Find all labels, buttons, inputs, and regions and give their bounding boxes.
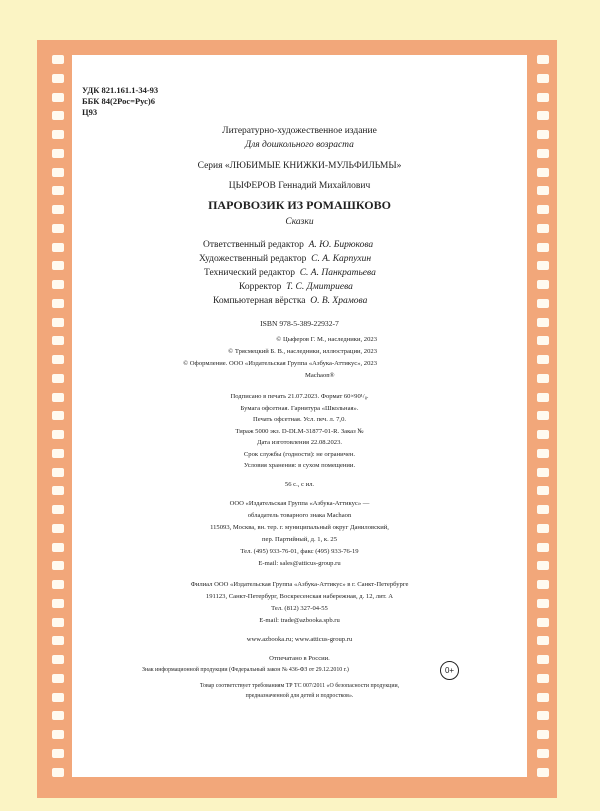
film-hole — [537, 336, 549, 345]
print-info-line: Бумага офсетная. Гарнитура «Школьная». — [240, 405, 359, 412]
printed-in: Отпечатано в России. — [269, 655, 330, 662]
machaon-mark: Machaon® — [305, 372, 335, 379]
film-hole — [537, 355, 549, 364]
film-hole — [52, 186, 64, 195]
film-hole — [537, 449, 549, 458]
film-hole — [52, 655, 64, 664]
film-hole — [52, 336, 64, 345]
publisher-line: 115093, Москва, вн. тер. г. муниципальный округ Даниловский, — [210, 524, 389, 531]
film-hole — [52, 449, 64, 458]
film-hole — [52, 768, 64, 777]
film-hole — [52, 93, 64, 102]
udk-code: УДК 821.161.1-34-93 — [82, 85, 159, 95]
credit-name: Т. С. Дмитриева — [286, 282, 353, 292]
imprint-sheet — [72, 55, 527, 777]
film-hole — [52, 149, 64, 158]
author-mark: Ц93 — [82, 107, 98, 117]
series-line — [72, 161, 527, 171]
film-hole — [52, 280, 64, 289]
film-hole — [52, 355, 64, 364]
film-hole — [52, 430, 64, 439]
credit-name: А. Ю. Бирюкова — [308, 240, 374, 250]
credit-role: Корректор — [239, 282, 282, 292]
credit-line — [204, 268, 376, 278]
film-hole — [52, 636, 64, 645]
copyright-line: © Оформление. ООО «Издательская Группа «Азбука-Аттикус», 2023 — [183, 360, 377, 367]
credit-line — [213, 296, 367, 306]
film-hole — [52, 524, 64, 533]
branch-line: Филиал ООО «Издательская Группа «Азбука-Аттикус» в г. Санкт-Петербурге — [190, 581, 409, 588]
credit-line — [199, 254, 371, 264]
print-info-line: Подписано в печать 21.07.2023. Формат 60×90¹/₈. — [230, 393, 369, 400]
author: ЦЫФЕРОВ Геннадий Михайлович — [228, 181, 371, 191]
film-hole — [537, 430, 549, 439]
film-perforation-left — [52, 55, 64, 777]
film-hole — [537, 130, 549, 139]
film-hole — [537, 299, 549, 308]
film-hole — [537, 393, 549, 402]
film-hole — [537, 524, 549, 533]
bbk-code: ББК 84(2Рос=Рус)6 — [82, 96, 155, 106]
credit-line — [239, 282, 353, 292]
film-hole — [52, 411, 64, 420]
film-hole — [52, 299, 64, 308]
film-hole — [52, 543, 64, 552]
film-hole — [52, 111, 64, 120]
credit-line — [203, 240, 373, 250]
print-info-line: Дата изготовления 22.08.2023. — [256, 439, 343, 446]
film-hole — [537, 168, 549, 177]
film-hole — [537, 730, 549, 739]
film-hole — [537, 55, 549, 64]
film-hole — [52, 486, 64, 495]
publisher-line: обладатель товарного знака Machaon — [247, 512, 352, 519]
film-hole — [52, 243, 64, 252]
film-hole — [537, 186, 549, 195]
film-hole — [52, 74, 64, 83]
film-hole — [537, 543, 549, 552]
film-hole — [52, 693, 64, 702]
credit-name: С. А. Панкратьева — [299, 268, 376, 278]
film-hole — [52, 55, 64, 64]
branch-email: E-mail: trade@azbooka.spb.ru — [259, 617, 340, 624]
series-prefix: Серия — [197, 161, 223, 171]
film-hole — [537, 768, 549, 777]
film-hole — [52, 468, 64, 477]
credit-role: Технический редактор — [204, 268, 295, 278]
film-hole — [537, 411, 549, 420]
film-hole — [537, 74, 549, 83]
film-hole — [52, 674, 64, 683]
film-hole — [537, 561, 549, 570]
publisher-line: пер. Партийный, д. 1, к. 25 — [261, 536, 337, 543]
film-hole — [537, 318, 549, 327]
film-hole — [52, 374, 64, 383]
film-hole — [52, 618, 64, 627]
credit-name: О. В. Храмова — [310, 296, 368, 306]
film-hole — [537, 149, 549, 158]
film-hole — [52, 393, 64, 402]
film-hole — [52, 561, 64, 570]
compliance-line: предназначенной для детей и подростков». — [245, 693, 354, 699]
page-count: 56 с., с ил. — [284, 481, 315, 488]
print-info-line: Тираж 5000 экз. D-DLM-31877-01-R. Заказ № — [235, 428, 364, 435]
film-hole — [537, 618, 549, 627]
film-hole — [537, 599, 549, 608]
film-hole — [537, 580, 549, 589]
film-hole — [52, 318, 64, 327]
film-hole — [537, 280, 549, 289]
film-hole — [537, 224, 549, 233]
film-hole — [537, 486, 549, 495]
branch-line: Тел. (812) 327-04-55 — [271, 605, 328, 612]
print-info-line: Срок службы (годности): не ограничен. — [243, 451, 356, 458]
film-hole — [537, 93, 549, 102]
film-hole — [537, 693, 549, 702]
film-hole — [537, 636, 549, 645]
film-hole — [52, 749, 64, 758]
film-hole — [537, 374, 549, 383]
film-hole — [52, 580, 64, 589]
film-hole — [537, 468, 549, 477]
film-hole — [537, 655, 549, 664]
credit-role: Ответственный редактор — [203, 240, 304, 250]
credit-role: Художественный редактор — [199, 254, 307, 264]
genre: Сказки — [285, 217, 314, 227]
film-hole — [52, 599, 64, 608]
film-hole — [52, 168, 64, 177]
film-perforation-right — [537, 55, 549, 777]
film-hole — [537, 711, 549, 720]
film-hole — [52, 261, 64, 270]
isbn: ISBN 978-5-389-22932-7 — [260, 319, 339, 328]
film-hole — [52, 205, 64, 214]
film-hole — [537, 243, 549, 252]
film-hole — [537, 261, 549, 270]
edition-type: Литературно-художественное издание — [222, 126, 377, 136]
film-hole — [52, 711, 64, 720]
series-name: «ЛЮБИМЫЕ КНИЖКИ-МУЛЬФИЛЬМЫ» — [224, 161, 402, 171]
film-hole — [52, 224, 64, 233]
film-hole — [52, 730, 64, 739]
book-title: ПАРОВОЗИК ИЗ РОМАШКОВО — [208, 198, 391, 212]
credit-name: С. А. Карпухин — [311, 254, 372, 264]
print-info-line: Условия хранения: в сухом помещении. — [243, 462, 356, 469]
credit-role: Компьютерная вёрстка — [213, 296, 306, 306]
film-hole — [537, 205, 549, 214]
copyright-line: © Цыферов Г. М., наследники, 2023 — [276, 336, 377, 343]
publisher-line: Тел. (495) 933-76-01, факс (495) 933-76-19 — [240, 548, 359, 555]
compliance-line: Товар соответствует требованиям ТР ТС 007/2011 «О безопасности продукции, — [199, 683, 400, 689]
film-hole — [537, 749, 549, 758]
film-hole — [52, 505, 64, 514]
film-hole — [537, 674, 549, 683]
film-hole — [537, 505, 549, 514]
audience: Для дошкольного возраста — [245, 140, 354, 150]
age-rating-icon: 0+ — [440, 661, 459, 680]
print-info-line: Печать офсетная. Усл. печ. л. 7,0. — [252, 416, 347, 423]
publisher-line: ООО «Издательская Группа «Азбука-Аттикус» — — [229, 500, 370, 507]
copyright-line: © Трясмецкий Б. В., наследники, иллюстрации, 2023 — [228, 348, 377, 355]
websites: www.azbooka.ru; www.atticus-group.ru — [246, 636, 353, 643]
film-hole — [537, 111, 549, 120]
publisher-email: E-mail: sales@atticus-group.ru — [258, 560, 341, 567]
film-hole — [52, 130, 64, 139]
info-sign-text: Знак информационной продукции (Федеральный закон № 436-ФЗ от 29.12.2010 г.) — [142, 667, 349, 673]
branch-line: 191123, Санкт-Петербург, Воскресенская набережная, д. 12, лит. А — [205, 593, 394, 600]
